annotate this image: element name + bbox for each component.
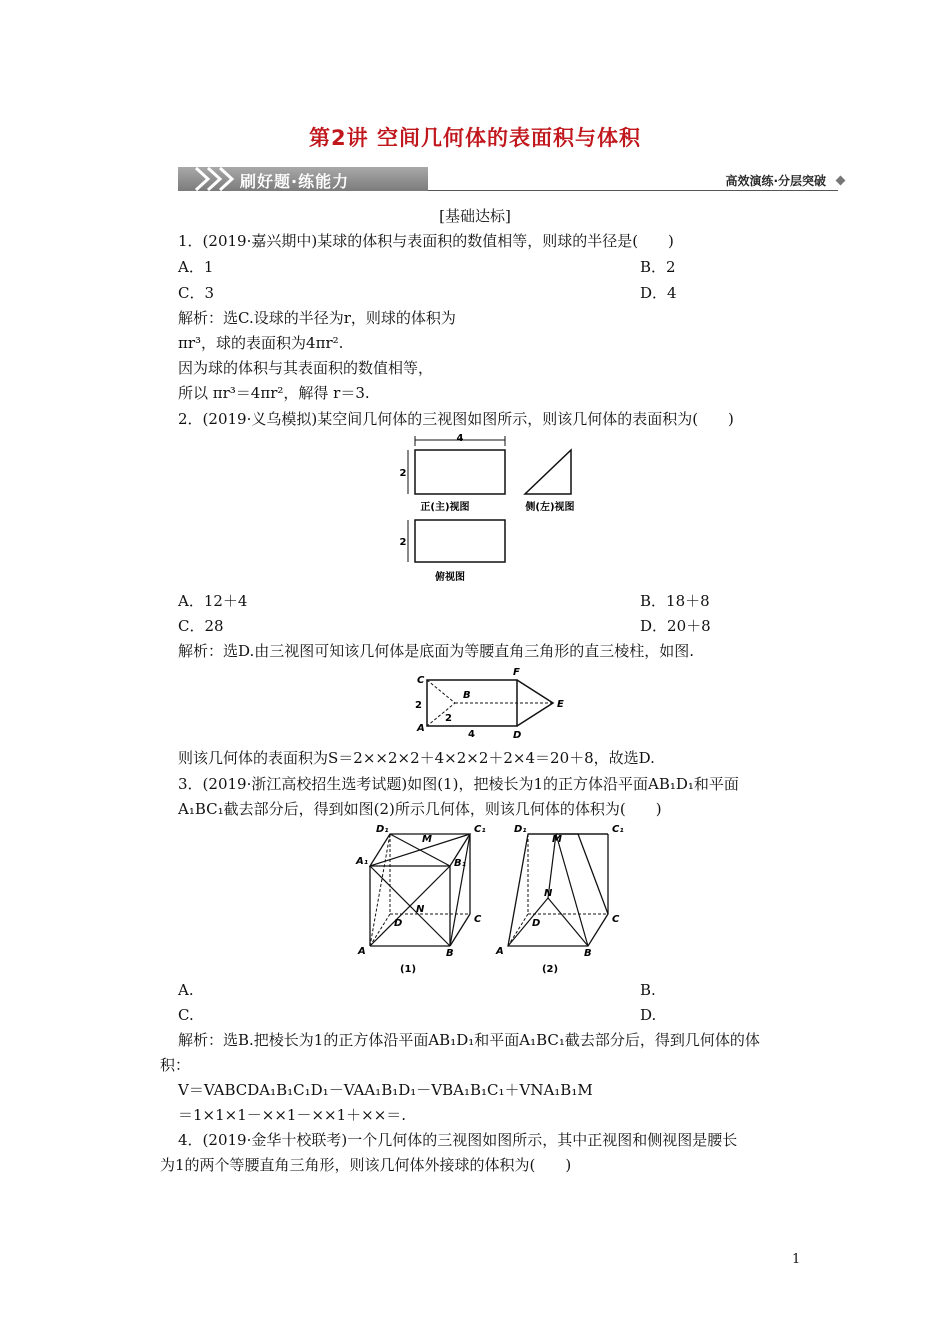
- label-F: F: [513, 667, 520, 678]
- cube2-label-D: D: [532, 918, 541, 929]
- banner-left-label: 刷好题·练能力: [240, 172, 350, 191]
- top-height-label: 2: [399, 537, 407, 548]
- label-A: A: [417, 723, 425, 734]
- cube1-label-C1: C₁: [474, 824, 486, 835]
- cube2-label-C1: C₁: [612, 824, 624, 835]
- height-label: 2: [399, 468, 407, 479]
- q3-solution-line4: ＝1×1×1－××1－××1＋××＝.: [178, 1106, 407, 1124]
- label-length: 4: [468, 729, 475, 740]
- chevron-icon: [192, 166, 238, 192]
- q3-solution-line1: 解析：选B.把棱长为1的正方体沿平面AB₁D₁和平面A₁BC₁截去部分后，得到几何体的体: [178, 1031, 760, 1049]
- q2-option-a: A．12＋4: [178, 592, 248, 610]
- cube1-label-B1: B₁: [454, 858, 467, 869]
- solid-outline: [508, 834, 608, 946]
- q2-stem: 2．(2019·义乌模拟)某空间几何体的三视图如图所示，则该几何体的表面积为( ): [178, 410, 734, 428]
- top-view-rect: [415, 520, 505, 562]
- q3-solution-line2: 积：: [160, 1056, 191, 1074]
- q1-option-a: A．1: [178, 258, 214, 276]
- solid-edge: [548, 898, 588, 946]
- cube1-label-C: C: [474, 914, 482, 925]
- front-view-rect: [415, 450, 505, 494]
- q1-stem: 1．(2019·嘉兴期中)某球的体积与表面积的数值相等，则球的半径是( ): [178, 232, 674, 250]
- q3-solution-line3: V＝VABCDA₁B₁C₁D₁－VAA₁B₁D₁－VBA₁B₁C₁＋VNA₁B₁M: [178, 1081, 593, 1099]
- cube1-label-M: M: [422, 834, 432, 845]
- q2-option-d: D．20＋8: [640, 617, 711, 635]
- solid-edge: [556, 834, 588, 946]
- q1-solution-line1: 解析：选C.设球的半径为r，则球的体积为: [178, 309, 456, 327]
- top-view-caption: 俯视图: [435, 572, 465, 583]
- diamond-icon: [836, 176, 846, 186]
- q1-option-d: D．4: [640, 284, 677, 302]
- cube1-label-A1: A₁: [356, 856, 369, 867]
- q3-option-c: C.: [178, 1006, 194, 1024]
- label-leg: 2: [445, 713, 452, 724]
- cube2-label-C: C: [612, 914, 620, 925]
- q2-option-b: B．18＋8: [640, 592, 710, 610]
- q3-option-d: D.: [640, 1006, 657, 1024]
- q2-solution: 解析：选D.由三视图可知该几何体是底面为等腰直角三角形的直三棱柱，如图.: [178, 642, 695, 660]
- cube1-label-D1: D₁: [376, 824, 389, 835]
- cube1-label-D: D: [394, 918, 403, 929]
- q2-option-c: C．28: [178, 617, 224, 635]
- q4-stem-line2: 为1的两个等腰直角三角形，则该几何体外接球的体积为( ): [160, 1156, 572, 1174]
- q1-option-b: B．2: [640, 258, 676, 276]
- q3-option-a: A.: [178, 981, 194, 999]
- figure2-caption: (2): [541, 964, 559, 975]
- q3-option-b: B.: [640, 981, 656, 999]
- banner-divider: [428, 190, 838, 191]
- three-view-figure: [395, 432, 595, 584]
- page-number: 1: [792, 1252, 801, 1267]
- figure1-caption: (1): [399, 964, 417, 975]
- label-D: D: [513, 730, 522, 741]
- width-label: 4: [456, 433, 464, 444]
- label-height: 2: [415, 700, 422, 711]
- q1-solution-line4: 所以 πr³＝4πr²，解得 r＝3.: [178, 384, 370, 402]
- label-E: E: [557, 699, 564, 710]
- side-view-triangle: [525, 450, 571, 494]
- q1-option-c: C．3: [178, 284, 215, 302]
- cube1-label-A: A: [358, 946, 366, 957]
- cube2-label-A: A: [496, 946, 504, 957]
- q1-solution-line2: πr³，球的表面积为4πr².: [178, 334, 344, 352]
- section-banner: [178, 164, 850, 194]
- label-C: C: [417, 675, 425, 686]
- q2-solution-2: 则该几何体的表面积为S＝2××2×2＋4×2×2＋2×4＝20＋8，故选D.: [178, 749, 655, 767]
- cube1-label-N: N: [416, 904, 425, 915]
- q1-solution-line3: 因为球的体积与其表面积的数值相等，: [178, 359, 434, 377]
- cube2-label-B: B: [584, 948, 592, 959]
- q4-stem-line1: 4．(2019·金华十校联考)一个几何体的三视图如图所示，其中正视图和侧视图是腰长: [178, 1131, 738, 1149]
- cube2-label-D1: D₁: [514, 824, 527, 835]
- side-view-caption: 侧(左)视图: [525, 502, 575, 513]
- cube2-label-N: N: [544, 888, 553, 899]
- cube-figures: [350, 818, 650, 978]
- front-view-caption: 正(主)视图: [420, 502, 470, 513]
- label-B: B: [463, 690, 471, 701]
- section-heading: [基础达标]: [439, 207, 511, 225]
- cube1-label-B: B: [446, 948, 454, 959]
- prism-figure: [405, 664, 585, 742]
- banner-right-label: 高效演练·分层突破: [725, 174, 826, 188]
- q3-stem-line1: 3．(2019·浙江高校招生选考试题)如图(1)，把棱长为1的正方体沿平面AB₁D₁和平面: [178, 775, 739, 793]
- page-title: 第2讲 空间几何体的表面积与体积: [309, 126, 641, 150]
- q3-stem-line2: A₁BC₁截去部分后，得到如图(2)所示几何体，则该几何体的体积为( ): [178, 800, 662, 818]
- cube2-label-M: M: [552, 834, 562, 845]
